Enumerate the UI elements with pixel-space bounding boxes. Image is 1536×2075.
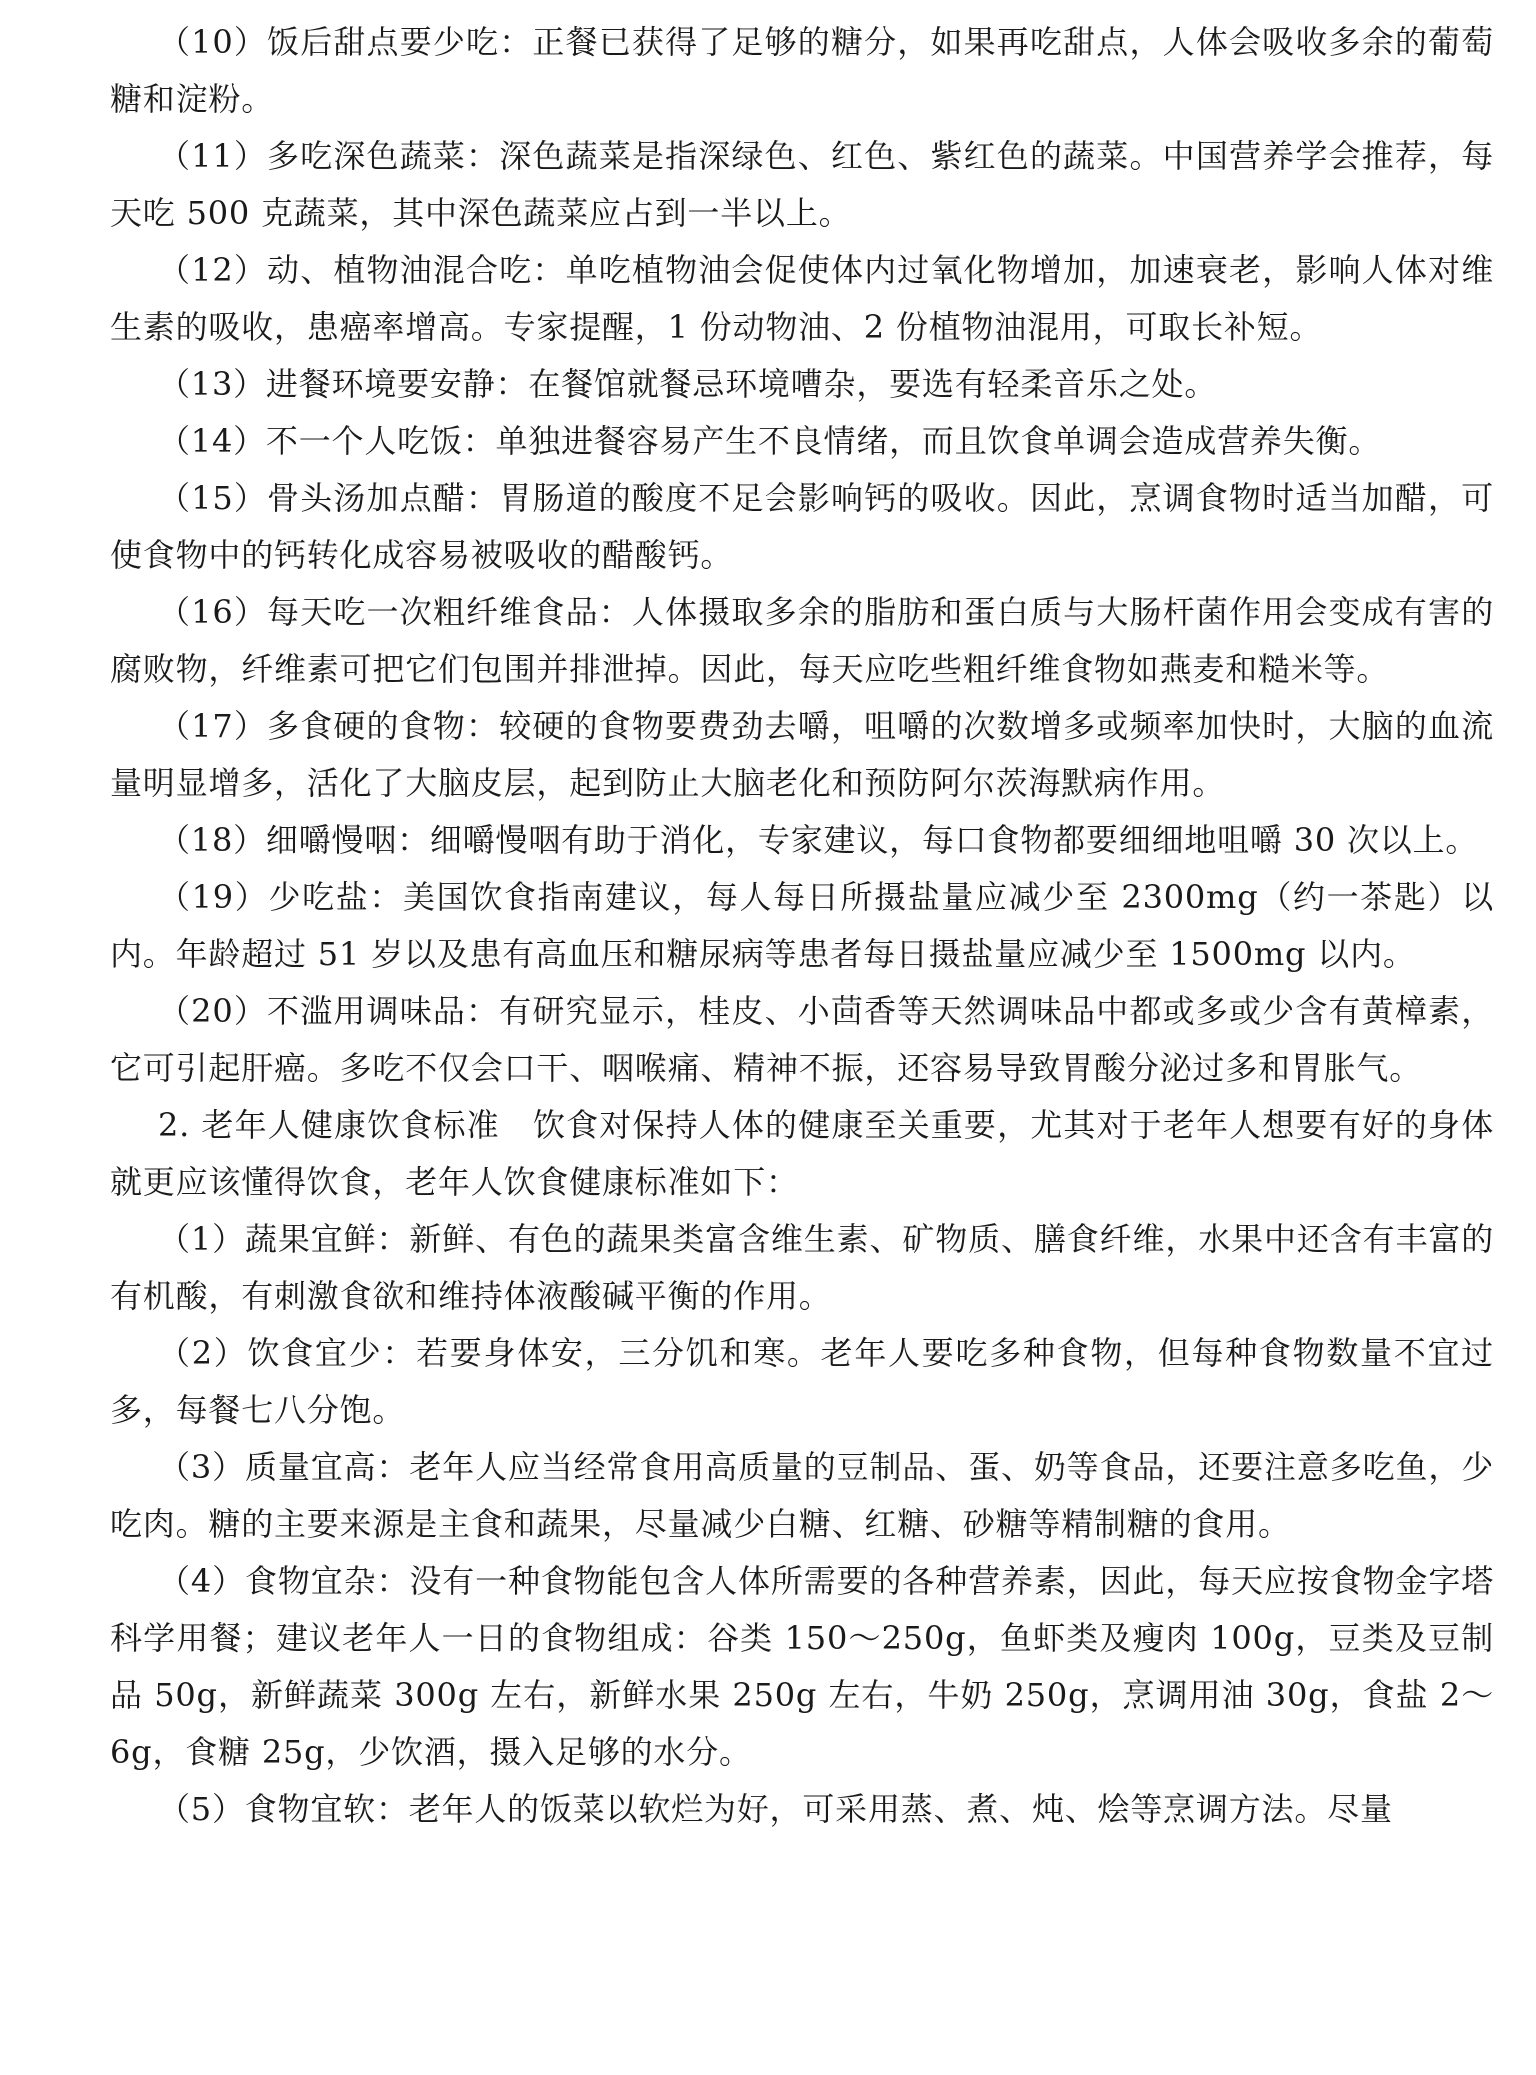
- paragraph-item-13: （13）进餐环境要安静：在餐馆就餐忌环境嘈杂，要选有轻柔音乐之处。: [158, 365, 1218, 403]
- paragraph-item-11: （11）多吃深色蔬菜：深色蔬菜是指深绿色、红色、紫红色的蔬菜。中国营养学会推荐，每天吃 500 克蔬菜，其中深色蔬菜应占到一半以上。: [110, 137, 1494, 232]
- paragraph-item-19: （19）少吃盐：美国饮食指南建议，每人每日所摄盐量应减少至 2300mg（约一茶匙）以内。年龄超过 51 岁以及患有高血压和糖尿病等患者每日摄盐量应减少至 1500mg 以内。: [110, 878, 1494, 973]
- paragraph-item-20: （20）不滥用调味品：有研究显示，桂皮、小茴香等天然调味品中都或多或少含有黄樟素，它可引起肝癌。多吃不仅会口干、咽喉痛、精神不振，还容易导致胃酸分泌过多和胃胀气。: [110, 992, 1494, 1087]
- paragraph-item-12: （12）动、植物油混合吃：单吃植物油会促使体内过氧化物增加，加速衰老，影响人体对维生素的吸收，患癌率增高。专家提醒，1 份动物油、2 份植物油混用，可取长补短。: [110, 251, 1494, 346]
- paragraph-standard-5: （5）食物宜软：老年人的饭菜以软烂为好，可采用蒸、煮、炖、烩等烹调方法。尽量: [158, 1790, 1393, 1828]
- paragraph-standard-2: （2）饮食宜少：若要身体安，三分饥和寒。老年人要吃多种食物，但每种食物数量不宜过多，每餐七八分饱。: [110, 1334, 1494, 1429]
- paragraph-item-16: （16）每天吃一次粗纤维食品：人体摄取多余的脂肪和蛋白质与大肠杆菌作用会变成有害的腐败物，纤维素可把它们包围并排泄掉。因此，每天应吃些粗纤维食物如燕麦和糙米等。: [110, 593, 1494, 688]
- paragraph-item-18: （18）细嚼慢咽：细嚼慢咽有助于消化，专家建议，每口食物都要细细地咀嚼 30 次以上。: [158, 821, 1479, 859]
- paragraph-item-17: （17）多食硬的食物：较硬的食物要费劲去嚼，咀嚼的次数增多或频率加快时，大脑的血流量明显增多，活化了大脑皮层，起到防止大脑老化和预防阿尔茨海默病作用。: [110, 707, 1494, 802]
- paragraph-standard-3: （3）质量宜高：老年人应当经常食用高质量的豆制品、蛋、奶等食品，还要注意多吃鱼，少吃肉。糖的主要来源是主食和蔬果，尽量减少白糖、红糖、砂糖等精制糖的食用。: [110, 1448, 1494, 1543]
- body-text: [110, 14, 1494, 1838]
- paragraph-item-10: （10）饭后甜点要少吃：正餐已获得了足够的糖分，如果再吃甜点，人体会吸收多余的葡萄糖和淀粉。: [110, 23, 1494, 118]
- paragraph-item-14: （14）不一个人吃饭：单独进餐容易产生不良情绪，而且饮食单调会造成营养失衡。: [158, 422, 1382, 460]
- paragraph-standard-1: （1）蔬果宜鲜：新鲜、有色的蔬果类富含维生素、矿物质、膳食纤维，水果中还含有丰富的有机酸，有刺激食欲和维持体液酸碱平衡的作用。: [110, 1220, 1494, 1315]
- paragraph-item-15: （15）骨头汤加点醋：胃肠道的酸度不足会影响钙的吸收。因此，烹调食物时适当加醋，可使食物中的钙转化成容易被吸收的醋酸钙。: [110, 479, 1494, 574]
- paragraph-standard-4: （4）食物宜杂：没有一种食物能包含人体所需要的各种营养素，因此，每天应按食物金字塔科学用餐；建议老年人一日的食物组成：谷类 150～250g，鱼虾类及瘦肉 100g，豆类及豆制品 50g，新鲜蔬菜 300g 左右，新鲜水果 250g 左右，牛奶 250g，烹调用油 30g，食盐 2～6g，食糖 25g，少饮酒，摄入足够的水分。: [110, 1562, 1494, 1771]
- section-heading-paragraph: 2. 老年人健康饮食标准 饮食对保持人体的健康至关重要，尤其对于老年人想要有好的身体就更应该懂得饮食，老年人饮食健康标准如下：: [110, 1106, 1494, 1201]
